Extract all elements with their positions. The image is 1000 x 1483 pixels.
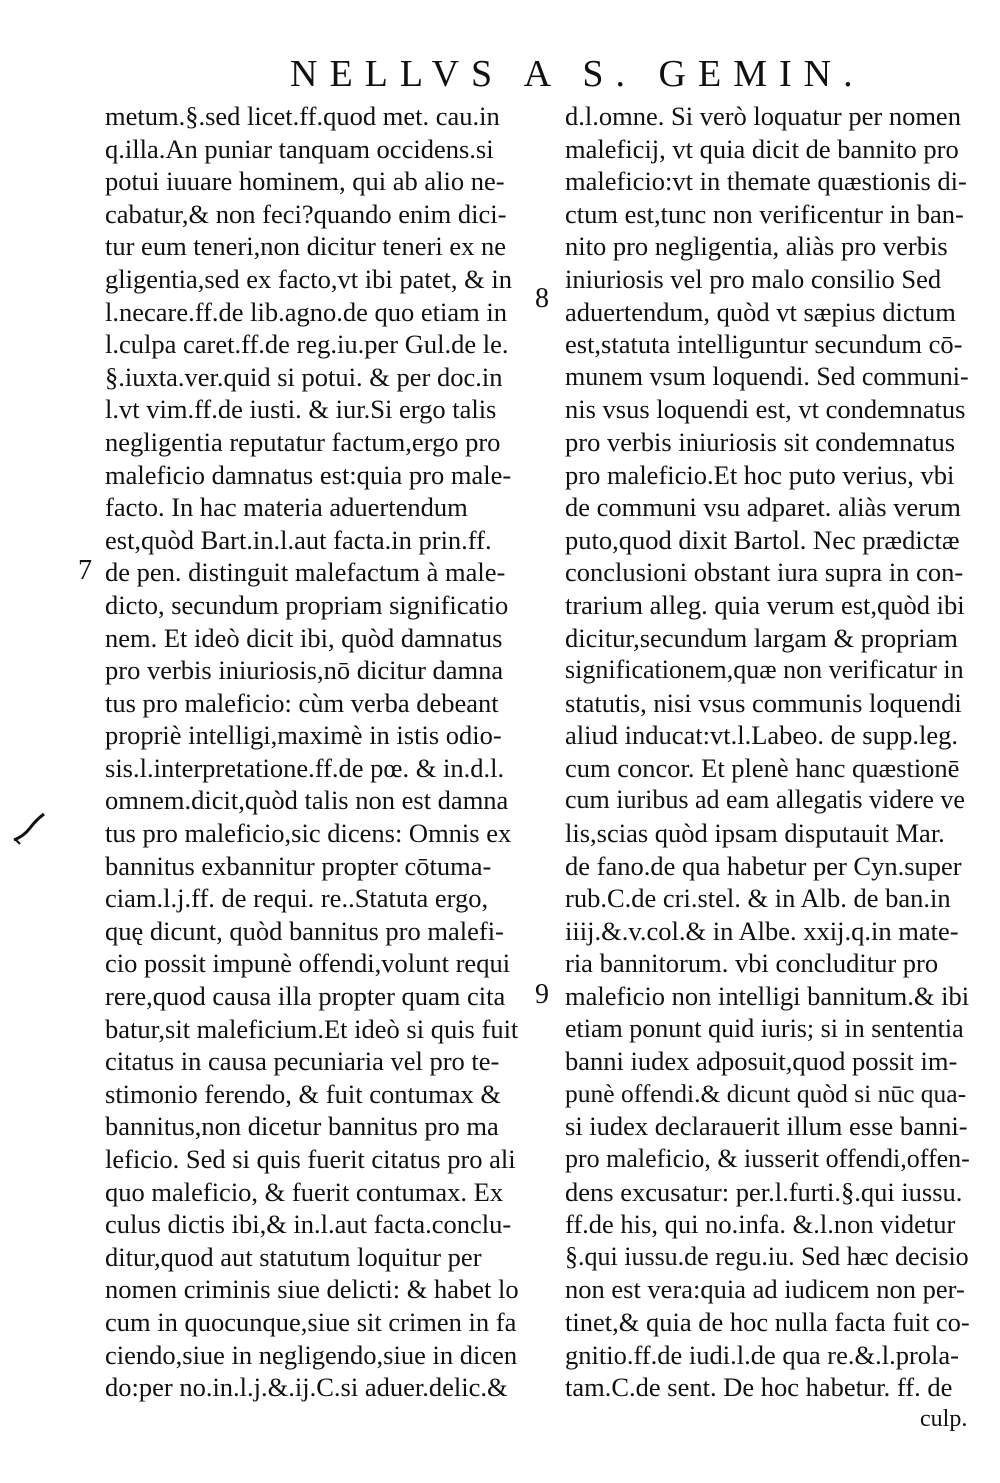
right-text-line: cum concor. Et plenè hanc quæstionē [565,752,960,783]
left-text-line: §.iuxta.ver.quid si potui. & per doc.in [105,361,503,392]
right-text-line: si iudex declarauerit illum esse banni- [565,1111,968,1142]
left-text-line: bannitus,non dicetur bannitus pro ma [105,1111,499,1142]
right-text-line: rub.C.de cri.stel. & in Alb. de ban.in [565,883,951,914]
right-text-line: aduertendum, quòd vt sæpius dictum [565,296,956,327]
right-text-line: maleficio:vt in themate quæstionis di- [565,166,967,197]
left-text-line: potui iuuare hominem, qui ab alio ne- [105,166,505,197]
left-text-line: batur,sit maleficium.Et ideò si quis fuit [105,1013,519,1044]
left-text-line: cio possit impunè offendi,volunt requi [105,948,511,979]
right-text-line: punè offendi.& dicunt quòd si nūc qua- [565,1078,967,1108]
margin-number-7: 7 [78,555,92,586]
right-text-line: trarium alleg. quia verum est,quòd ibi [565,589,965,620]
left-text-line: omnem.dicit,quòd talis non est damna [105,785,509,816]
right-text-line: pro verbis iniuriosis sit condemnatus [565,426,956,457]
left-text-line: tur eum teneri,non dicitur teneri ex ne [105,231,507,262]
left-text-line: nomen criminis siue delicti: & habet lo [105,1274,519,1305]
left-text-line: ditur,quod aut statutum loquitur per [105,1241,482,1272]
catchword: culp. [920,1406,968,1432]
left-text-line: nem. Et ideò dicit ibi, quòd damnatus [105,622,503,653]
right-text-line: cum iuribus ad eam allegatis videre ve [565,785,965,815]
left-text-line: leficio. Sed si quis fuerit citatus pro ali [105,1144,516,1174]
right-text-line: etiam ponunt quid iuris; si in sententia [565,1013,964,1043]
margin-number-8: 8 [535,283,549,314]
margin-check-mark [10,810,50,850]
right-text-line: statutis, nisi vsus communis loquendi [565,687,962,718]
right-text-line: iniuriosis vel pro malo consilio Sed [565,263,942,294]
left-text-line: citatus in causa pecuniaria vel pro te- [105,1046,500,1077]
right-text-column [565,100,970,1404]
right-text-line: nito pro negligentia, aliàs pro verbis [565,231,948,262]
right-text-line: est,statuta intelliguntur secundum cō- [565,329,963,360]
left-text-line: stimonio ferendo, & fuit contumax & [105,1078,501,1109]
left-text-line: cum in quocunque,siue sit crimen in fa [105,1306,517,1337]
right-text-line: d.l.omne. Si verò loquatur per nomen [565,101,961,131]
right-text-line: pro maleficio.Et hoc puto verius, vbi [565,459,955,490]
left-text-line: dicto, secundum propriam significatio [105,589,509,620]
left-text-line: propriè intelligi,maximè in istis odio- [105,720,502,751]
right-text-line: §.qui iussu.de regu.iu. Sed hæc decisio [565,1241,969,1271]
right-text-line: ctum est,tunc non verificentur in ban- [565,198,964,229]
right-text-line: banni iudex adposuit,quod possit im- [565,1046,958,1077]
left-text-line: pro verbis iniuriosis,nō dicitur damna [105,655,504,686]
right-text-line: dicitur,secundum largam & propriam [565,622,958,653]
left-text-line: rere,quod causa illa propter quam cita [105,981,506,1012]
left-text-line: bannitus exbannitur propter cōtuma- [105,850,492,881]
left-text-line: facto. In hac materia aduertendum [105,492,468,523]
right-text-line: conclusioni obstant iura supra in con- [565,557,964,588]
left-text-column [105,100,545,1404]
left-text-line: metum.§.sed licet.ff.quod met. cau.in [105,101,500,131]
left-text-line: maleficio damnatus est:quia pro male- [105,459,512,490]
left-text-line: l.culpa caret.ff.de reg.iu.per Gul.de le. [105,329,509,360]
right-text-line: ff.de his, qui no.infa. &.l.non videtur [565,1209,956,1240]
right-text-line: pro maleficio, & iusserit offendi,offen- [565,1144,970,1173]
left-text-line: ciam.l.j.ff. de requi. re..Statuta ergo, [105,883,489,914]
left-text-line: quo maleficio, & fuerit contumax. Ex [105,1176,504,1207]
right-text-line: aliud inducat:vt.l.Labeo. de supp.leg. [565,720,958,751]
left-text-line: l.vt vim.ff.de iusti. & iur.Si ergo talis [105,394,497,425]
left-text-line: de pen. distinguit malefactum à male- [105,557,506,588]
left-text-line: l.necare.ff.de lib.agno.de quo etiam in [105,296,508,327]
left-text-line: do:per no.in.l.j.&.ij.C.si aduer.delic.& [105,1372,508,1403]
left-text-line: ciendo,siue in negligendo,siue in dicen [105,1339,518,1370]
right-text-line: maleficij, vt quia dicit de bannito pro [565,133,959,164]
right-text-line: tam.C.de sent. De hoc habetur. ff. de [565,1372,953,1403]
right-text-line: significationem,quæ non verificatur in [565,655,964,685]
left-text-line: est,quòd Bart.in.l.aut facta.in prin.ff. [105,524,492,555]
right-text-line: gnitio.ff.de iudi.l.de qua re.&.l.prola- [565,1339,959,1370]
running-header: NELLVS A S. GEMIN. [290,53,865,95]
right-text-line: iiij.&.v.col.& in Albe. xxij.q.in mate- [565,915,959,946]
right-text-line: lis,scias quòd ipsam disputauit Mar. [565,818,945,849]
right-text-line: munem vsum loquendi. Sed communi- [565,361,969,391]
margin-number-9: 9 [535,979,549,1010]
left-text-line: tus pro maleficio: cùm verba debeant [105,687,499,718]
right-text-line: dens excusatur: per.l.furti.§.qui iussu. [565,1176,963,1207]
left-text-line: q.illa.An puniar tanquam occidens.si [105,133,494,164]
left-text-line: culus dictis ibi,& in.l.aut facta.conclu- [105,1209,512,1240]
right-text-line: tinet,& quia de hoc nulla facta fuit co- [565,1306,970,1337]
right-text-line: ria bannitorum. vbi concluditur pro [565,948,939,979]
left-text-line: quę dicunt, quòd bannitus pro malefi- [105,915,504,946]
right-text-line: puto,quod dixit Bartol. Nec prædictæ [565,524,960,555]
left-text-line: negligentia reputatur factum,ergo pro [105,426,501,457]
left-text-line: gligentia,sed ex facto,vt ibi patet, & in [105,263,512,294]
right-text-line: maleficio non intelligi bannitum.& ibi [565,981,970,1012]
right-text-line: nis vsus loquendi est, vt condemnatus [565,394,966,425]
right-text-line: de communi vsu adparet. aliàs verum [565,492,961,523]
left-text-line: sis.l.interpretatione.ff.de pœ. & in.d.l. [105,752,505,783]
right-text-line: de fano.de qua habetur per Cyn.super [565,850,962,881]
left-text-line: tus pro maleficio,sic dicens: Omnis ex [105,818,512,849]
right-text-line: non est vera:quia ad iudicem non per- [565,1274,965,1305]
left-text-line: cabatur,& non feci?quando enim dici- [105,198,507,229]
